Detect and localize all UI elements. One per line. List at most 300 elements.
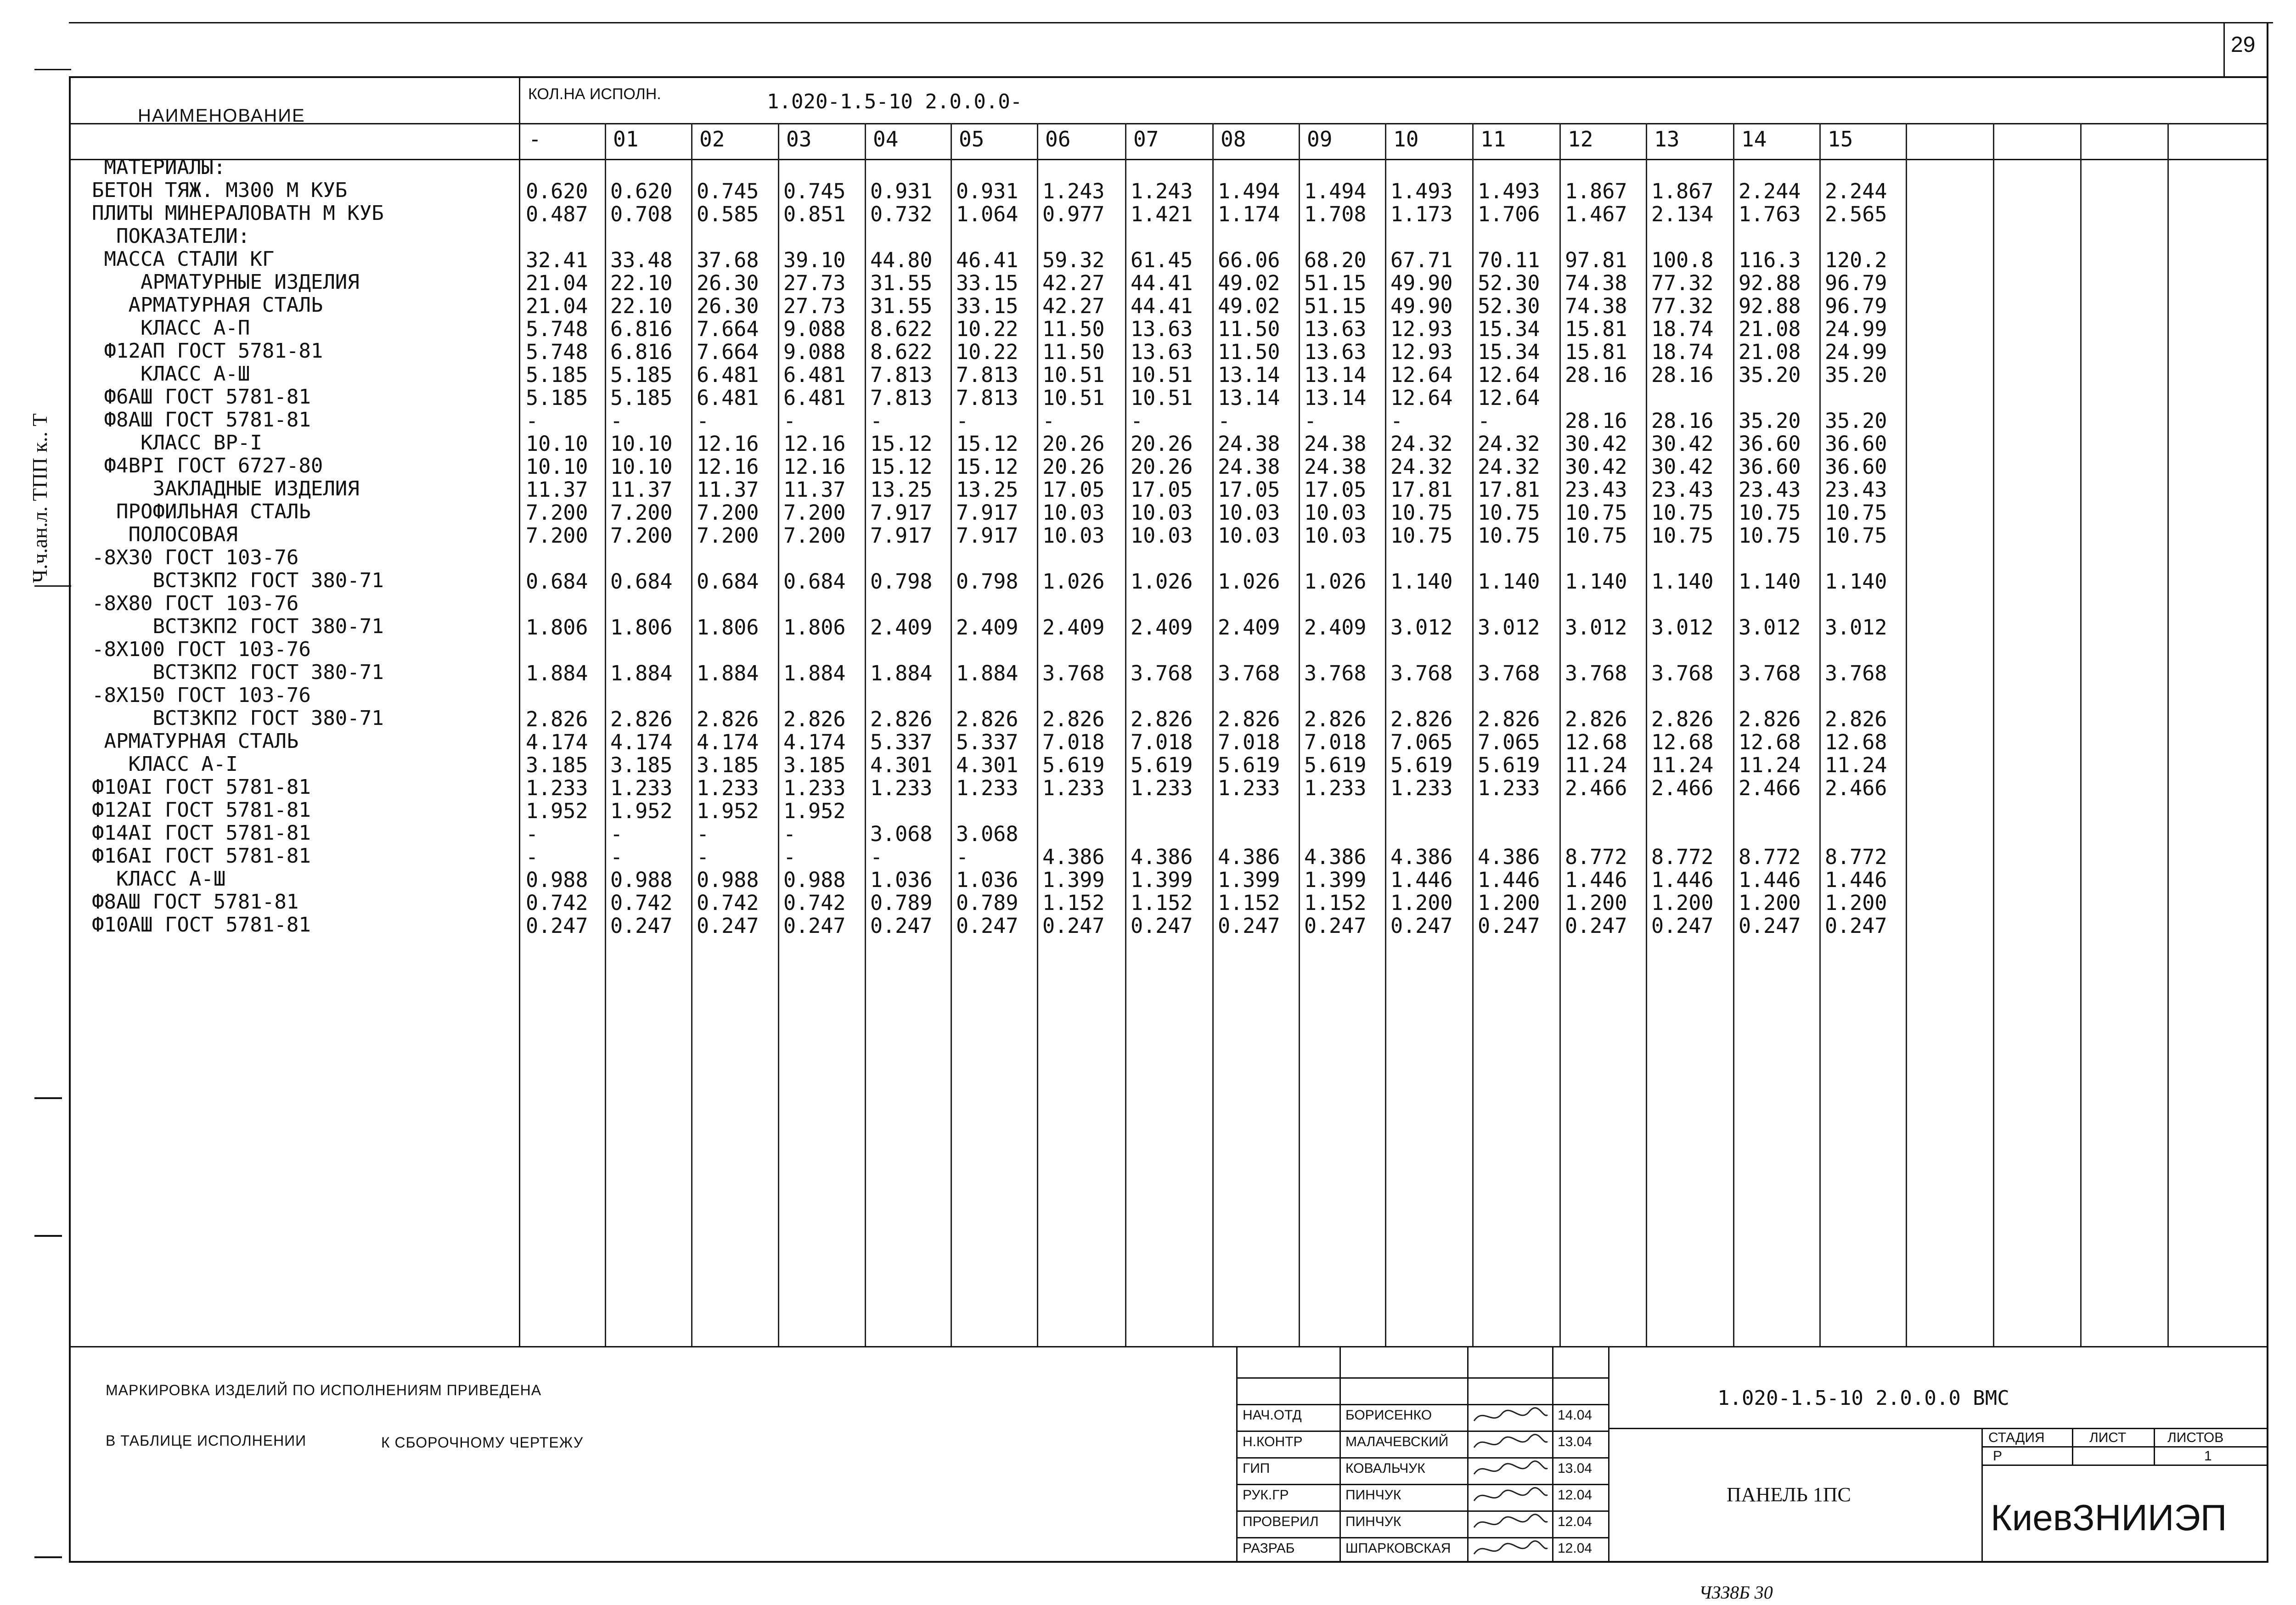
value-cell: 0.745 [697, 179, 759, 203]
value-cell: 12.93 [1390, 340, 1453, 364]
value-cell: - [1304, 409, 1317, 433]
value-cell: 1.233 [697, 776, 759, 800]
tb-role: ПРОВЕРИЛ [1243, 1514, 1319, 1529]
value-cell: 1.884 [870, 661, 933, 685]
value-cell: 15.12 [870, 455, 933, 479]
column-header: 02 [699, 127, 725, 152]
column-line [778, 123, 779, 1346]
value-cell: 0.742 [697, 891, 759, 915]
value-cell: 15.12 [956, 455, 1019, 479]
tb-role: ГИП [1243, 1461, 1270, 1476]
value-cell: 13.63 [1304, 340, 1367, 364]
value-cell: 35.20 [1825, 363, 1887, 387]
tb-row-line [1236, 1377, 1608, 1379]
value-cell: 120.2 [1825, 248, 1887, 272]
value-cell: 0.977 [1042, 202, 1105, 226]
tb-row-line [1236, 1404, 1608, 1405]
value-cell: 42.27 [1042, 271, 1105, 295]
value-cell: 12.64 [1390, 363, 1453, 387]
material-name: КЛАСС ВР-I [92, 431, 262, 455]
value-cell: 1.233 [526, 776, 588, 800]
signature [1472, 1511, 1550, 1534]
value-cell: 49.02 [1218, 271, 1280, 295]
tb-person: КОВАЛЬЧУК [1345, 1461, 1425, 1476]
value-cell: 7.065 [1478, 730, 1540, 754]
value-cell: 32.41 [526, 248, 588, 272]
page-number-box [2223, 22, 2225, 77]
value-cell: 1.036 [870, 868, 933, 892]
value-cell: 3.768 [1478, 661, 1540, 685]
value-cell: 17.05 [1131, 477, 1193, 502]
value-cell: 0.247 [1218, 914, 1280, 938]
tb-role: РАЗРАБ [1243, 1541, 1295, 1556]
value-cell: 96.79 [1825, 271, 1887, 295]
value-cell: 5.185 [610, 386, 673, 410]
column-line [605, 123, 606, 1346]
value-cell: 36.60 [1739, 455, 1801, 479]
value-cell: 4.174 [783, 730, 846, 754]
value-cell: 7.200 [783, 500, 846, 525]
value-cell: 1.867 [1565, 179, 1627, 203]
value-cell: 2.466 [1825, 776, 1887, 800]
value-cell: 3.012 [1739, 615, 1801, 640]
value-cell: 0.931 [956, 179, 1019, 203]
value-cell: - [526, 822, 539, 846]
value-cell: - [697, 822, 709, 846]
value-cell: 30.42 [1565, 432, 1627, 456]
value-cell: 11.50 [1218, 317, 1280, 341]
value-cell: 70.11 [1478, 248, 1540, 272]
value-cell: 1.399 [1042, 868, 1105, 892]
material-name: ВСТ3КП2 ГОСТ 380-71 [92, 661, 384, 684]
value-cell: 97.81 [1565, 248, 1627, 272]
material-name: Ф12АП ГОСТ 5781-81 [92, 339, 323, 363]
value-cell: 1.884 [526, 661, 588, 685]
material-name: БЕТОН ТЯЖ. М300 М КУБ [92, 179, 348, 202]
value-cell: 11.24 [1565, 753, 1627, 777]
value-cell: - [1131, 409, 1143, 433]
value-cell: 4.386 [1478, 845, 1540, 869]
value-cell: 2.826 [1739, 707, 1801, 731]
value-cell: 28.16 [1565, 363, 1627, 387]
side-tick [34, 1235, 62, 1237]
value-cell: 3.012 [1565, 615, 1627, 640]
material-name: Ф4ВРI ГОСТ 6727-80 [92, 454, 323, 477]
column-header: 13 [1654, 127, 1680, 152]
tb-date: 14.04 [1558, 1408, 1593, 1423]
value-cell: 0.742 [783, 891, 846, 915]
value-cell: 10.51 [1131, 363, 1193, 387]
value-cell: 12.64 [1390, 386, 1453, 410]
qty-header: КОЛ.НА ИСПОЛН. [528, 85, 661, 103]
value-cell: 2.409 [956, 615, 1019, 640]
column-header: 06 [1045, 127, 1071, 152]
value-cell: 10.10 [610, 455, 673, 479]
value-cell: - [610, 409, 623, 433]
value-cell: 3.185 [697, 753, 759, 777]
value-cell: 27.73 [783, 294, 846, 318]
frame-left [69, 76, 71, 1563]
value-cell: 1.952 [610, 799, 673, 823]
value-cell: 0.789 [870, 891, 933, 915]
value-cell: 1.140 [1651, 569, 1714, 594]
column-header: 14 [1741, 127, 1767, 152]
value-cell: 10.75 [1739, 500, 1801, 525]
column-header: 10 [1393, 127, 1419, 152]
column-line [1472, 123, 1474, 1346]
value-cell: - [1218, 409, 1231, 433]
value-cell: 8.772 [1739, 845, 1801, 869]
material-name: -8Х30 ГОСТ 103-76 [92, 546, 299, 569]
value-cell: 10.75 [1825, 500, 1887, 525]
value-cell: 0.988 [697, 868, 759, 892]
column-line [1906, 123, 1907, 1346]
value-cell: 28.16 [1651, 363, 1714, 387]
value-cell: 1.493 [1478, 179, 1540, 203]
value-cell: 10.03 [1042, 523, 1105, 548]
material-name: ПРОФИЛЬНАЯ СТАЛЬ [92, 500, 311, 523]
material-name: ВСТ3КП2 ГОСТ 380-71 [92, 615, 384, 638]
column-line [1993, 123, 1994, 1346]
value-cell: 1.233 [1131, 776, 1193, 800]
material-name: Ф10АI ГОСТ 5781-81 [92, 775, 311, 799]
value-cell: 17.81 [1478, 477, 1540, 502]
value-cell: 2.409 [870, 615, 933, 640]
value-cell: 0.931 [870, 179, 933, 203]
value-cell: 5.748 [526, 317, 588, 341]
value-cell: 96.79 [1825, 294, 1887, 318]
tb-date: 13.04 [1558, 1434, 1593, 1449]
drawing-title: ПАНЕЛЬ 1ПС [1727, 1483, 1851, 1506]
value-cell: 10.03 [1218, 523, 1280, 548]
value-cell: 1.952 [526, 799, 588, 823]
value-cell: 13.14 [1218, 363, 1280, 387]
value-cell: 12.93 [1390, 317, 1453, 341]
value-cell: 2.826 [956, 707, 1019, 731]
name-column-divider [519, 76, 520, 1346]
value-cell: 1.884 [783, 661, 846, 685]
value-cell: 10.51 [1042, 386, 1105, 410]
material-name: АРМАТУРНАЯ СТАЛЬ [92, 293, 323, 317]
value-cell: 37.68 [697, 248, 759, 272]
value-cell: 1.494 [1304, 179, 1367, 203]
value-cell: 18.74 [1651, 317, 1714, 341]
value-cell: 10.03 [1131, 500, 1193, 525]
tb-row-line [1236, 1457, 1608, 1459]
value-cell: 10.03 [1304, 523, 1367, 548]
value-cell: 11.50 [1042, 340, 1105, 364]
value-cell: 1.446 [1651, 868, 1714, 892]
material-name: ПОЛОСОВАЯ [92, 523, 238, 546]
value-cell: 13.25 [956, 477, 1019, 502]
tb-role: РУК.ГР [1243, 1487, 1289, 1503]
value-cell: 10.03 [1131, 523, 1193, 548]
column-line [1385, 123, 1386, 1346]
value-cell: 4.386 [1390, 845, 1453, 869]
value-cell: - [870, 409, 883, 433]
value-cell: 1.884 [610, 661, 673, 685]
value-cell: 2.244 [1739, 179, 1801, 203]
column-header: 04 [873, 127, 899, 152]
value-cell: 3.012 [1651, 615, 1714, 640]
value-cell: 8.772 [1565, 845, 1627, 869]
value-cell: - [783, 845, 796, 869]
value-cell: 0.684 [783, 569, 846, 594]
value-cell: 13.14 [1218, 386, 1280, 410]
value-cell: 24.32 [1478, 432, 1540, 456]
value-cell: 3.012 [1390, 615, 1453, 640]
column-header [2080, 127, 2167, 158]
organization: КиевЗНИИЭП [1991, 1497, 2227, 1538]
value-cell: 3.068 [870, 822, 933, 846]
value-cell: 20.26 [1042, 455, 1105, 479]
value-cell: 6.481 [783, 363, 846, 387]
value-cell: 1.708 [1304, 202, 1367, 226]
column-line [1733, 123, 1734, 1346]
value-cell: 1.806 [697, 615, 759, 640]
value-cell: 1.026 [1304, 569, 1367, 594]
value-cell: 1.152 [1218, 891, 1280, 915]
value-cell: 3.068 [956, 822, 1019, 846]
value-cell: 1.884 [697, 661, 759, 685]
sheet-label: ЛИСТ [2089, 1430, 2127, 1445]
value-cell: 12.68 [1825, 730, 1887, 754]
value-cell: 1.233 [870, 776, 933, 800]
value-cell: 24.38 [1304, 455, 1367, 479]
side-tick [34, 1556, 62, 1558]
value-cell: 0.745 [783, 179, 846, 203]
side-tick [34, 1097, 62, 1099]
value-cell: 2.244 [1825, 179, 1887, 203]
value-cell: 7.200 [783, 523, 846, 548]
value-cell: 12.68 [1651, 730, 1714, 754]
column-header: 11 [1480, 127, 1506, 152]
value-cell: 17.05 [1042, 477, 1105, 502]
value-cell: 0.789 [956, 891, 1019, 915]
value-cell: 31.55 [870, 271, 933, 295]
value-cell: 8.622 [870, 340, 933, 364]
value-cell: 9.088 [783, 340, 846, 364]
value-cell: 8.622 [870, 317, 933, 341]
value-cell: 33.15 [956, 294, 1019, 318]
value-cell: 35.20 [1739, 363, 1801, 387]
value-cell: 5.619 [1478, 753, 1540, 777]
value-cell: 0.247 [1042, 914, 1105, 938]
value-cell: 0.247 [1739, 914, 1801, 938]
value-cell: 1.952 [697, 799, 759, 823]
column-header: 12 [1568, 127, 1593, 152]
value-cell: 10.75 [1651, 500, 1714, 525]
value-cell: 0.247 [1565, 914, 1627, 938]
material-name: КЛАСС А-I [92, 752, 238, 776]
value-cell: 0.247 [1131, 914, 1193, 938]
value-cell: 5.185 [526, 363, 588, 387]
tb-person: ПИНЧУК [1345, 1487, 1401, 1503]
value-cell: 1.867 [1651, 179, 1714, 203]
value-cell: 7.018 [1304, 730, 1367, 754]
signature [1472, 1431, 1550, 1454]
stage-value: Р [1993, 1448, 2003, 1464]
value-cell: 10.75 [1565, 523, 1627, 548]
value-cell: 5.619 [1131, 753, 1193, 777]
value-cell: 7.018 [1042, 730, 1105, 754]
value-cell: 15.12 [870, 432, 933, 456]
tb-date: 12.04 [1558, 1541, 1593, 1556]
value-cell: 2.826 [1478, 707, 1540, 731]
frame-bottom [69, 1561, 2268, 1563]
value-cell: 0.247 [526, 914, 588, 938]
value-cell: 7.200 [697, 500, 759, 525]
value-cell: 10.10 [610, 432, 673, 456]
value-cell: 2.466 [1651, 776, 1714, 800]
value-cell: 2.826 [1825, 707, 1887, 731]
value-cell: 1.399 [1218, 868, 1280, 892]
value-cell: 0.247 [1651, 914, 1714, 938]
column-line [691, 123, 692, 1346]
value-cell: 24.38 [1218, 455, 1280, 479]
value-cell: 24.32 [1478, 455, 1540, 479]
value-cell: 1.446 [1739, 868, 1801, 892]
sheets-label: ЛИСТОВ [2167, 1430, 2224, 1445]
material-name: ВСТ3КП2 ГОСТ 380-71 [92, 569, 384, 592]
note-line-2a: В ТАБЛИЦЕ ИСПОЛНЕНИИ [106, 1432, 307, 1449]
value-cell: 4.301 [956, 753, 1019, 777]
value-cell: 7.917 [870, 523, 933, 548]
value-cell: 22.10 [610, 294, 673, 318]
material-name: ПОКАЗАТЕЛИ: [92, 224, 250, 248]
value-cell: 8.772 [1825, 845, 1887, 869]
value-cell: 1.399 [1304, 868, 1367, 892]
value-cell: 1.763 [1739, 202, 1801, 226]
value-cell: 2.826 [1131, 707, 1193, 731]
value-cell: 24.38 [1304, 432, 1367, 456]
value-cell: 77.32 [1651, 271, 1714, 295]
value-cell: 1.233 [956, 776, 1019, 800]
value-cell: 7.664 [697, 340, 759, 364]
column-line [951, 123, 952, 1346]
value-cell: 7.018 [1218, 730, 1280, 754]
value-cell: 3.185 [610, 753, 673, 777]
value-cell: 1.421 [1131, 202, 1193, 226]
value-cell: 5.185 [526, 386, 588, 410]
value-cell: - [610, 845, 623, 869]
value-cell: 1.036 [956, 868, 1019, 892]
value-cell: 11.37 [783, 477, 846, 502]
value-cell: 3.768 [1218, 661, 1280, 685]
material-name: АРМАТУРНЫЕ ИЗДЕЛИЯ [92, 270, 360, 294]
value-cell: - [1042, 409, 1055, 433]
material-name: Ф14АI ГОСТ 5781-81 [92, 821, 311, 845]
value-cell: 2.409 [1042, 615, 1105, 640]
value-cell: 15.12 [956, 432, 1019, 456]
note-line-1: МАРКИРОВКА ИЗДЕЛИЙ ПО ИСПОЛНЕНИЯМ ПРИВЕДЕНА [106, 1382, 542, 1398]
value-cell: 1.467 [1565, 202, 1627, 226]
material-name: Ф8АШ ГОСТ 5781-81 [92, 408, 311, 432]
value-cell: 2.826 [783, 707, 846, 731]
value-cell: 1.233 [1218, 776, 1280, 800]
tb-person: БОРИСЕНКО [1345, 1408, 1432, 1423]
tb-row-line [1236, 1537, 1608, 1538]
value-cell: 46.41 [956, 248, 1019, 272]
value-cell: 7.200 [610, 500, 673, 525]
value-cell: 1.243 [1042, 179, 1105, 203]
value-cell: 13.14 [1304, 386, 1367, 410]
value-cell: 2.409 [1304, 615, 1367, 640]
value-cell: 1.140 [1739, 569, 1801, 594]
stage-label: СТАДИЯ [1988, 1430, 2045, 1445]
value-cell: 24.32 [1390, 455, 1453, 479]
value-cell: 1.152 [1042, 891, 1105, 915]
value-cell: 1.140 [1825, 569, 1887, 594]
value-cell: 1.064 [956, 202, 1019, 226]
material-name: Ф8АШ ГОСТ 5781-81 [92, 890, 299, 914]
material-name: КЛАСС А-Ш [92, 362, 250, 386]
material-name: Ф16АI ГОСТ 5781-81 [92, 844, 311, 868]
value-cell: 36.60 [1825, 455, 1887, 479]
value-cell: 2.409 [1218, 615, 1280, 640]
value-cell: 13.25 [870, 477, 933, 502]
material-names [92, 156, 384, 937]
value-cell: 1.806 [610, 615, 673, 640]
value-cell: 44.41 [1131, 271, 1193, 295]
value-cell: 1.446 [1478, 868, 1540, 892]
tb-date: 12.04 [1558, 1487, 1593, 1503]
value-cell: 5.619 [1390, 753, 1453, 777]
value-cell: 0.742 [526, 891, 588, 915]
value-cell: 0.620 [610, 179, 673, 203]
value-cell: 5.337 [956, 730, 1019, 754]
value-cell: 10.75 [1565, 500, 1627, 525]
top-trim-line [69, 22, 2273, 23]
value-cell: 2.826 [610, 707, 673, 731]
value-cell: 3.768 [1825, 661, 1887, 685]
column-line [865, 123, 866, 1346]
value-cell: 7.200 [526, 500, 588, 525]
signature [1472, 1458, 1550, 1481]
value-cell: 30.42 [1651, 455, 1714, 479]
value-cell: 1.493 [1390, 179, 1453, 203]
value-cell: 15.81 [1565, 317, 1627, 341]
value-cell: 1.494 [1218, 179, 1280, 203]
tb-date: 13.04 [1558, 1461, 1593, 1476]
value-cell: 10.75 [1390, 500, 1453, 525]
value-cell: 22.10 [610, 271, 673, 295]
value-cell: 0.684 [610, 569, 673, 594]
value-cell: 7.813 [870, 363, 933, 387]
value-cell: 28.16 [1565, 409, 1627, 433]
value-cell: 0.585 [697, 202, 759, 226]
value-cell: 5.619 [1218, 753, 1280, 777]
value-cell: 1.399 [1131, 868, 1193, 892]
value-cell: 3.185 [783, 753, 846, 777]
value-cell: 0.247 [610, 914, 673, 938]
value-cell: 1.706 [1478, 202, 1540, 226]
tb-stage-mid [1981, 1446, 2267, 1448]
value-cell: 10.22 [956, 340, 1019, 364]
value-cell: 0.708 [610, 202, 673, 226]
value-cell: 0.742 [610, 891, 673, 915]
frame-right [2267, 22, 2268, 1563]
value-cell: 49.90 [1390, 271, 1453, 295]
value-cell: 0.247 [870, 914, 933, 938]
material-name: ВСТ3КП2 ГОСТ 380-71 [92, 707, 384, 730]
value-cell: 1.173 [1390, 202, 1453, 226]
header-bottom-line [519, 159, 2268, 160]
value-cell: 39.10 [783, 248, 846, 272]
value-cell: - [1478, 409, 1491, 433]
value-cell: 68.20 [1304, 248, 1367, 272]
tb-stage-left [1981, 1428, 1983, 1562]
